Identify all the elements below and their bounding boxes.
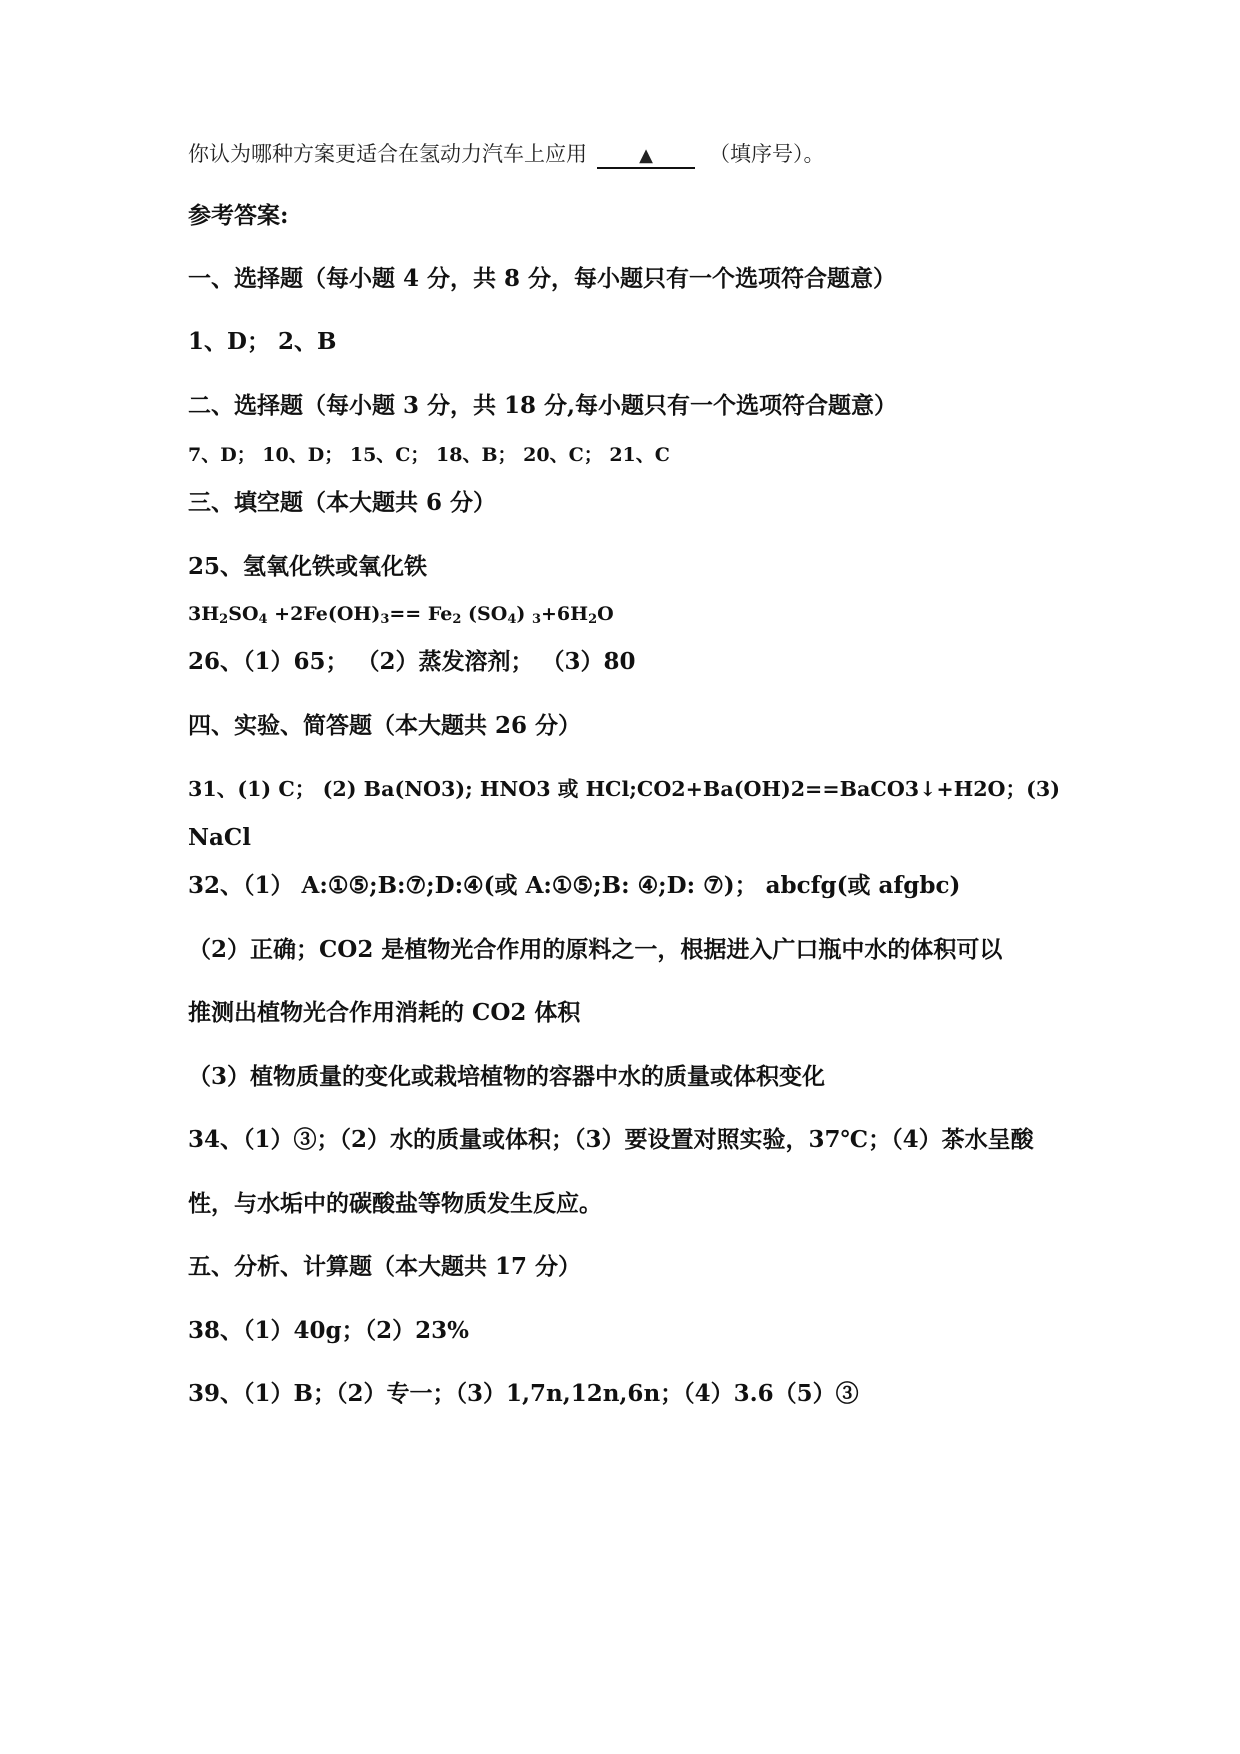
answer-blank [597, 145, 695, 169]
triangle-marker-icon: ▲ [639, 145, 653, 166]
answer-31-line2: NaCl [188, 824, 251, 851]
answer-39: 39、（1）B；（2）专一；（3）1,7n,12n,6n；（4）3.6（5）③ [188, 1380, 859, 1407]
section-1-answers: 1、D； 2、B [188, 328, 337, 355]
answer-32-line2: （2）正确；CO2 是植物光合作用的原料之一，根据进入广口瓶中水的体积可以 [188, 936, 1003, 963]
section-1-title: 一、选择题（每小题 4 分，共 8 分，每小题只有一个选项符合题意） [188, 265, 897, 292]
question-tail [188, 139, 825, 169]
answer-25: 25、氢氧化铁或氧化铁 [188, 553, 428, 580]
chemical-equation: $3H_2SO_4 +2Fe(OH)_3== Fe_2$ $(SO_4)$ $_3+6H_2O$ [188, 603, 614, 627]
answer-26: 26、（1）65； （2）蒸发溶剂； （3）80 [188, 648, 636, 675]
answer-32-line3: 推测出植物光合作用消耗的 CO2 体积 [188, 999, 581, 1026]
section-5-title: 五、分析、计算题（本大题共 17 分） [188, 1253, 582, 1280]
answer-31-line1: 31、(1) C； (2) Ba(NO3); HNO3 或 HCl;CO2+Ba(OH)2==BaCO3↓+H2O；(3) [188, 777, 1061, 801]
answer-32-line1: 32、（1） A:①⑤;B:⑦;D:④(或 A:①⑤;B: ④;D: ⑦)； abcfg(或 afgbc) [188, 872, 961, 899]
answer-38: 38、（1）40g；（2）23% [188, 1317, 469, 1344]
section-2-title: 二、选择题（每小题 3 分，共 18 分,每小题只有一个选项符合题意） [188, 392, 898, 419]
answer-34-line2: 性，与水垢中的碳酸盐等物质发生反应。 [188, 1190, 602, 1217]
section-2-answers: 7、D； 10、D； 15、C； 18、B； 20、C； 21、C [188, 444, 670, 466]
section-4-title: 四、实验、简答题（本大题共 26 分） [188, 712, 582, 739]
section-3-title: 三、填空题（本大题共 6 分） [188, 489, 497, 516]
question-suffix: （填序号）。 [709, 142, 825, 166]
answer-key-heading: 参考答案: [188, 202, 289, 229]
question-prefix: 你认为哪种方案更适合在氢动力汽车上应用 [188, 142, 587, 166]
answer-32-line4: （3）植物质量的变化或栽培植物的容器中水的质量或体积变化 [188, 1063, 826, 1090]
answer-34-line1: 34、（1）③；（2）水的质量或体积；（3）要设置对照实验，37℃；（4）茶水呈酸 [188, 1126, 1034, 1153]
